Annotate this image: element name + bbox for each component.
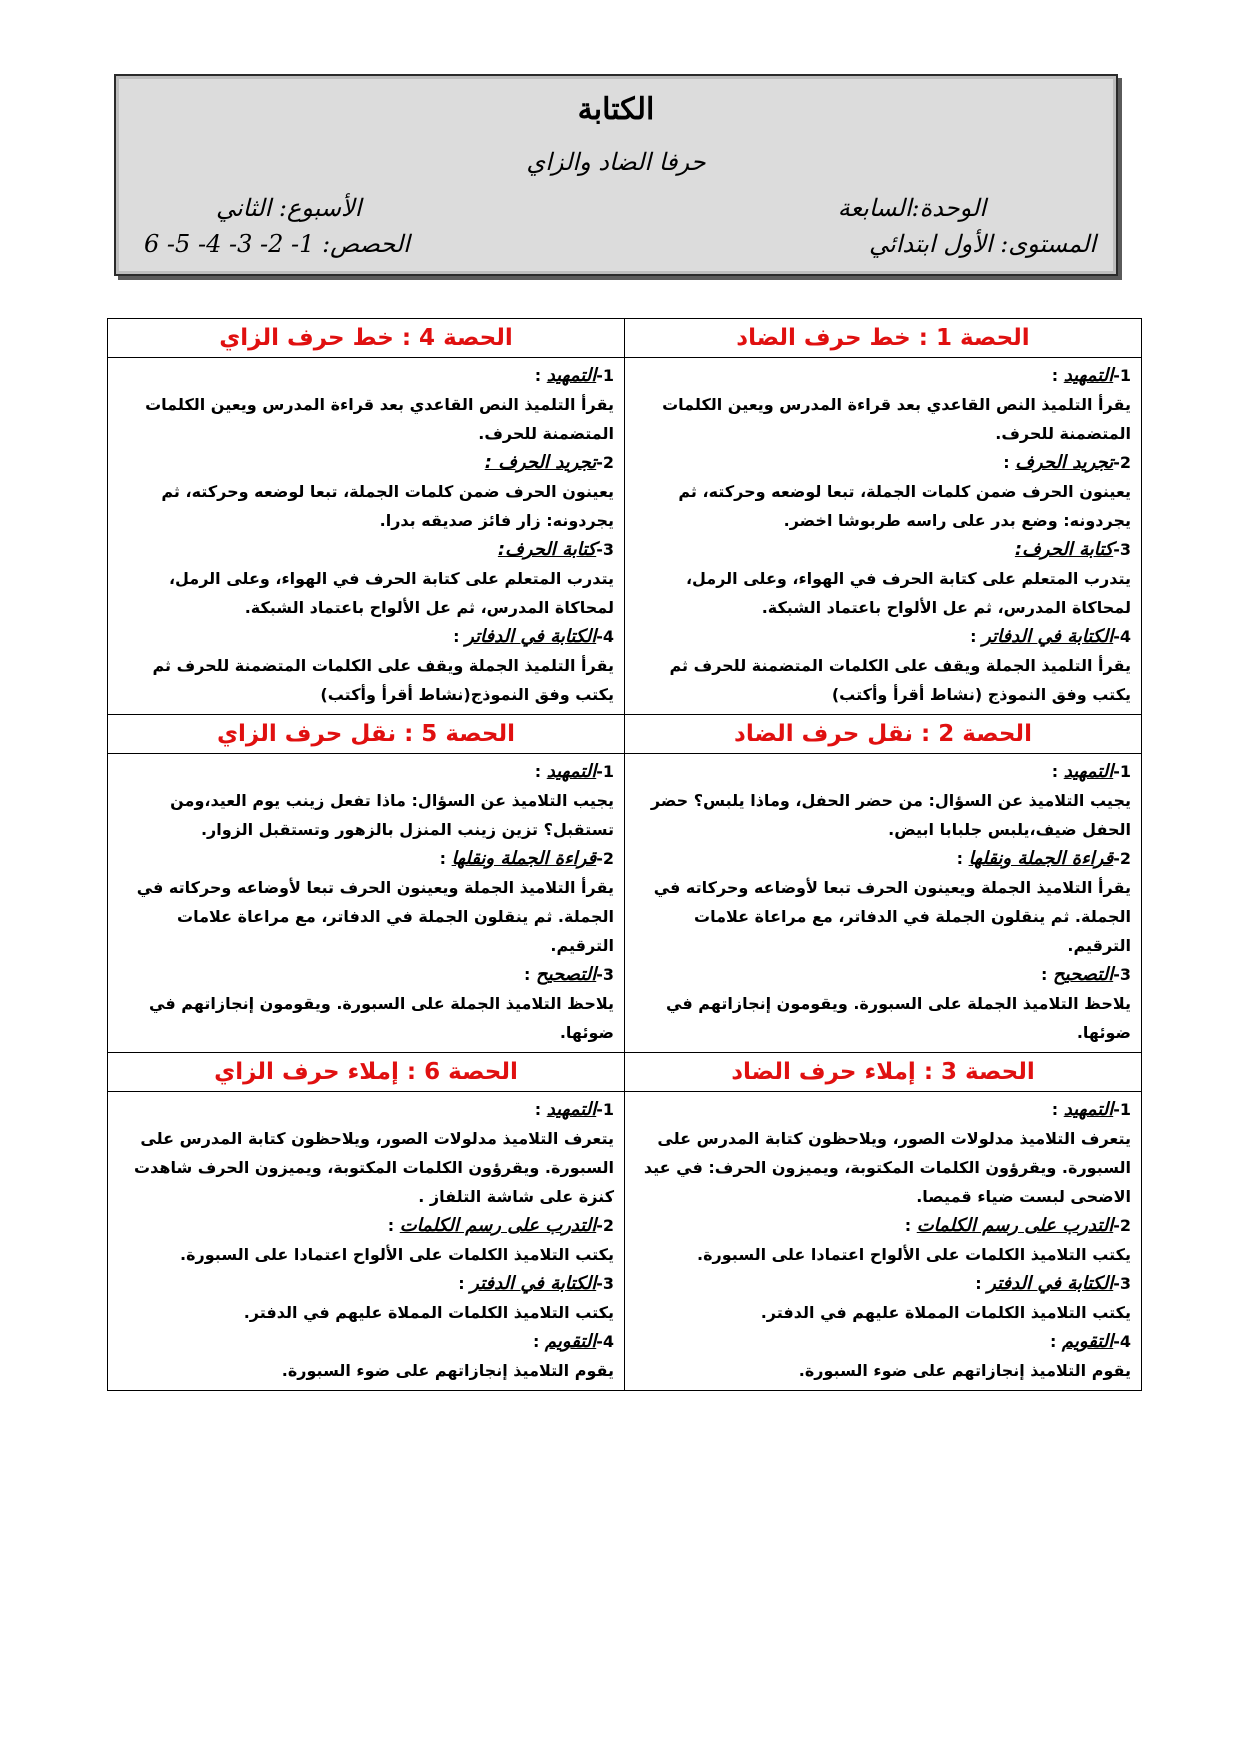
step-number: 2-: [1113, 1216, 1131, 1235]
step-heading: [635, 448, 1131, 477]
step-suffix: :: [439, 849, 452, 868]
step-label: التمهيد: [546, 365, 597, 386]
step-heading: [635, 361, 1131, 390]
step-text: يتعرف التلاميذ مدلولات الصور، ويلاحظون كتابة المدرس على السبورة. ويقرؤون الكلمات المكتوبة، ويميزون الحرف شاهدت كنزة على شاشة التلفاز .: [134, 1129, 614, 1206]
step-label: تجريد الحرف :: [484, 452, 597, 473]
step-number: 1-: [596, 366, 614, 385]
session-content: [108, 358, 625, 715]
session-content-row: [108, 1092, 1142, 1391]
step-number: 1-: [1113, 762, 1131, 781]
step-label: الكتابة في الدفاتر: [982, 626, 1114, 647]
step-label: الكتابة في الدفتر: [470, 1273, 597, 1294]
step-text: يجيب التلاميذ عن السؤال: ماذا تفعل زينب يوم العيد،ومن تستقبل؟ تزين زينب المنزل بالزهور وتستقبل الزوار.: [170, 791, 614, 839]
step-heading: [118, 757, 614, 786]
step-text: يعينون الحرف ضمن كلمات الجملة، تبعا لوضعه وحركته، ثم يجردونه: زار فائز صديقه بدرا.: [161, 482, 614, 530]
session-content: [108, 754, 625, 1053]
step-suffix: :: [956, 849, 969, 868]
step-number: 1-: [596, 1100, 614, 1119]
step-label: التدرب على رسم الكلمات: [399, 1215, 597, 1236]
step-heading: [118, 448, 614, 477]
step-label: الكتابة في الدفاتر: [465, 626, 597, 647]
session-title: الحصة 5 : نقل حرف الزاي: [108, 715, 625, 754]
step-text: يكتب التلاميذ الكلمات المملاة عليهم في الدفتر.: [243, 1303, 614, 1322]
step-label: كتابة الحرف:: [1014, 539, 1114, 560]
step-heading: [118, 361, 614, 390]
step-number: 3-: [1113, 965, 1131, 984]
step-number: 1-: [1113, 366, 1131, 385]
step-label: التقويم: [1061, 1331, 1114, 1352]
step-heading: [635, 535, 1131, 564]
step-text: يقوم التلاميذ إنجازاتهم على ضوء السبورة.: [281, 1361, 614, 1380]
step-label: التدرب على رسم الكلمات: [916, 1215, 1114, 1236]
session-content: [625, 754, 1142, 1053]
step-number: 3-: [1113, 1274, 1131, 1293]
step-label: التقويم: [544, 1331, 597, 1352]
step-heading: [118, 960, 614, 989]
step-suffix: :: [387, 1216, 400, 1235]
step-label: التمهيد: [546, 1099, 597, 1120]
step-suffix: :: [532, 1332, 545, 1351]
session-title: الحصة 6 : إملاء حرف الزاي: [108, 1053, 625, 1092]
step-text: يلاحظ التلاميذ الجملة على السبورة. ويقومون إنجازاتهم في ضوئها.: [666, 994, 1131, 1042]
step-number: 2-: [1113, 849, 1131, 868]
step-number: 4-: [596, 1332, 614, 1351]
step-text: يقرأ التلميذ النص القاعدي بعد قراءة المدرس ويعين الكلمات المتضمنة للحرف.: [145, 395, 614, 443]
week-label: الأسبوع: الثاني: [216, 194, 362, 222]
step-number: 4-: [1113, 1332, 1131, 1351]
step-suffix: :: [904, 1216, 917, 1235]
step-label: تجريد الحرف: [1015, 452, 1114, 473]
step-number: 2-: [596, 1216, 614, 1235]
step-number: 3-: [596, 540, 614, 559]
step-text: يتعرف التلاميذ مدلولات الصور، ويلاحظون كتابة المدرس على السبورة. ويقرؤون الكلمات المكتوبة، ويميزون الحرف: في عيد الاضحى لبست ضياء قميصا.: [643, 1129, 1131, 1206]
step-suffix: :: [534, 762, 547, 781]
step-heading: [635, 622, 1131, 651]
session-content-row: [108, 754, 1142, 1053]
step-label: قراءة الجملة ونقلها: [968, 848, 1114, 869]
step-heading: [635, 757, 1131, 786]
step-label: التمهيد: [1063, 365, 1114, 386]
session-title-row: [108, 319, 1142, 358]
step-heading: [635, 1211, 1131, 1240]
step-text: يقرأ التلميذ النص القاعدي بعد قراءة المدرس ويعين الكلمات المتضمنة للحرف.: [662, 395, 1131, 443]
step-label: التمهيد: [546, 761, 597, 782]
step-number: 2-: [596, 453, 614, 472]
session-title: الحصة 4 : خط حرف الزاي: [108, 319, 625, 358]
step-number: 3-: [596, 1274, 614, 1293]
session-content: [625, 1092, 1142, 1391]
step-label: التصحيح: [536, 964, 597, 985]
step-suffix: :: [975, 1274, 988, 1293]
step-label: التمهيد: [1063, 761, 1114, 782]
step-number: 2-: [1113, 453, 1131, 472]
step-label: قراءة الجملة ونقلها: [451, 848, 597, 869]
step-text: يكتب التلاميذ الكلمات على الألواح اعتمادا على السبورة.: [697, 1245, 1131, 1264]
step-number: 4-: [596, 627, 614, 646]
unit-label: الوحدة:السابعة: [837, 194, 986, 222]
sessions-label: [144, 230, 410, 258]
step-number: 1-: [1113, 1100, 1131, 1119]
step-suffix: :: [1049, 1332, 1062, 1351]
step-heading: [635, 1327, 1131, 1356]
step-heading: [118, 1211, 614, 1240]
step-text: يتدرب المتعلم على كتابة الحرف في الهواء، وعلى الرمل، لمحاكاة المدرس، ثم عل الألواح باعتماد الشبكة.: [685, 569, 1131, 617]
step-suffix: :: [458, 1274, 471, 1293]
step-heading: [635, 960, 1131, 989]
step-label: التصحيح: [1053, 964, 1114, 985]
session-content: [625, 358, 1142, 715]
session-content: [108, 1092, 625, 1391]
step-label: التمهيد: [1063, 1099, 1114, 1120]
step-heading: [118, 1327, 614, 1356]
document-title: الكتابة: [577, 92, 655, 127]
session-title: الحصة 3 : إملاء حرف الضاد: [625, 1053, 1142, 1092]
step-suffix: :: [1041, 965, 1054, 984]
step-text: يقرأ التلميذ الجملة ويقف على الكلمات المتضمنة للحرف ثم يكتب وفق النموذج(نشاط أقرأ وأكتب): [152, 656, 614, 704]
step-text: يعينون الحرف ضمن كلمات الجملة، تبعا لوضعه وحركته، ثم يجردونه: وضع بدر على راسه طربوشا اخضر.: [678, 482, 1131, 530]
session-title-row: [108, 715, 1142, 754]
step-number: 4-: [1113, 627, 1131, 646]
step-suffix: :: [970, 627, 983, 646]
session-title: الحصة 2 : نقل حرف الضاد: [625, 715, 1142, 754]
step-suffix: :: [1003, 453, 1016, 472]
step-heading: [118, 622, 614, 651]
sessions-text: الحصص: 1- 2- 3- 4- 5- 6: [144, 230, 410, 258]
step-heading: [635, 1269, 1131, 1298]
step-text: يكتب التلاميذ الكلمات المملاة عليهم في الدفتر.: [760, 1303, 1131, 1322]
step-heading: [118, 1095, 614, 1124]
step-number: 1-: [596, 762, 614, 781]
step-text: يقرأ التلاميذ الجملة ويعينون الحرف تبعا لأوضاعه وحركاته في الجملة. ثم ينقلون الجملة في الدفاتر، مع مراعاة علامات الترقيم.: [653, 878, 1131, 955]
step-suffix: :: [1051, 366, 1064, 385]
step-suffix: :: [524, 965, 537, 984]
step-suffix: :: [1051, 1100, 1064, 1119]
step-text: يقرأ التلميذ الجملة ويقف على الكلمات المتضمنة للحرف ثم يكتب وفق النموذج (نشاط أقرأ وأكتب): [669, 656, 1131, 704]
step-text: يقرأ التلاميذ الجملة ويعينون الحرف تبعا لأوضاعه وحركاته في الجملة. ثم ينقلون الجملة في الدفاتر، مع مراعاة علامات الترقيم.: [136, 878, 614, 955]
step-suffix: :: [1051, 762, 1064, 781]
session-title-row: [108, 1053, 1142, 1092]
step-suffix: :: [534, 1100, 547, 1119]
session-content-row: [108, 358, 1142, 715]
step-heading: [635, 1095, 1131, 1124]
document-subtitle: حرفا الضاد والزاي: [526, 148, 706, 176]
step-suffix: :: [534, 366, 547, 385]
step-heading: [118, 535, 614, 564]
step-heading: [118, 1269, 614, 1298]
step-label: كتابة الحرف:: [497, 539, 597, 560]
step-number: 2-: [596, 849, 614, 868]
step-text: يقوم التلاميذ إنجازاتهم على ضوء السبورة.: [798, 1361, 1131, 1380]
step-text: يجيب التلاميذ عن السؤال: من حضر الحفل، وماذا يلبس؟ حضر الحفل ضيف،يلبس جلبابا ابيض.: [650, 791, 1131, 839]
step-heading: [635, 844, 1131, 873]
session-title: الحصة 1 : خط حرف الضاد: [625, 319, 1142, 358]
step-label: الكتابة في الدفتر: [987, 1273, 1114, 1294]
sessions-table: [107, 318, 1142, 1391]
step-text: يلاحظ التلاميذ الجملة على السبورة. ويقومون إنجازاتهم في ضوئها.: [149, 994, 614, 1042]
step-number: 3-: [596, 965, 614, 984]
step-text: يكتب التلاميذ الكلمات على الألواح اعتمادا على السبورة.: [180, 1245, 614, 1264]
step-suffix: :: [453, 627, 466, 646]
step-heading: [118, 844, 614, 873]
level-label: المستوى: الأول ابتدائي: [869, 230, 1096, 258]
step-text: يتدرب المتعلم على كتابة الحرف في الهواء، وعلى الرمل، لمحاكاة المدرس، ثم عل الألواح باعتماد الشبكة.: [168, 569, 614, 617]
step-number: 3-: [1113, 540, 1131, 559]
header-box: [114, 74, 1118, 276]
